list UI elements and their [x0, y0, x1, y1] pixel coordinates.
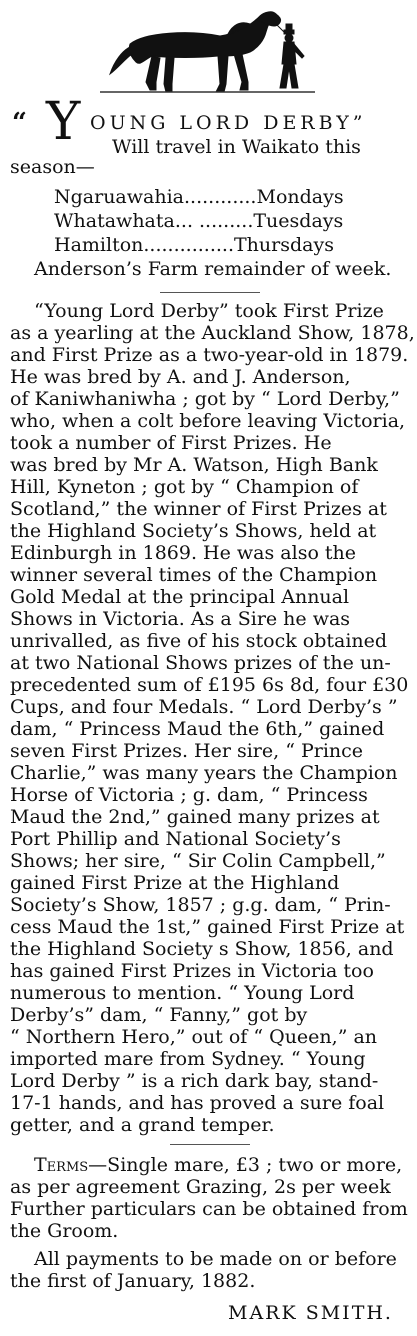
schedule-row: [54, 234, 334, 256]
body-line: the Highland Society’s Shows, held at: [10, 520, 377, 542]
body-line: Lord Derby ” is a rich dark bay, stand-: [10, 1070, 379, 1092]
body-line: has gained First Prizes in Victoria too: [10, 960, 374, 982]
body-line: Shows; her sire, “ Sir Colin Campbell,”: [10, 850, 386, 872]
schedule-place: Hamilton: [54, 234, 144, 256]
body-line: unrivalled, as five of his stock obtained: [10, 630, 388, 652]
body-line: was bred by Mr A. Watson, High Bank: [10, 454, 378, 476]
body-line: “ Northern Hero,” out of “ Queen,” an: [10, 1026, 378, 1048]
body-line: Charlie,” was many years the Champion: [10, 762, 398, 784]
body-line: the Highland Society s Show, 1856, and: [10, 938, 394, 960]
schedule-place: Ngaruawahia: [54, 186, 184, 208]
body-line: Maud the 2nd,” gained many prizes at: [10, 806, 380, 828]
body-line: Cups, and four Medals. “ Lord Derby’s ”: [10, 696, 398, 718]
terms-text: —Single mare, £3 ; two or more,: [88, 1154, 403, 1176]
body-line: of Kaniwhaniwha ; got by “ Lord Derby,”: [10, 388, 400, 410]
terms-label: Terms: [34, 1154, 89, 1176]
payments-line: the first of January, 1882.: [10, 1270, 256, 1292]
body-line: Derby’s” dam, “ Fanny,” got by: [10, 1004, 308, 1026]
schedule-dots: ...............: [143, 234, 234, 256]
title-text: OUNG LORD DERBY”: [90, 112, 367, 134]
body-line: who, when a colt before leaving Victoria,: [10, 410, 406, 432]
schedule-dots: ... .........: [174, 210, 254, 232]
schedule-day: Thursdays: [233, 234, 334, 256]
body-line: Hill, Kyneton ; got by “ Champion of: [10, 476, 359, 498]
divider-rule: [170, 1144, 250, 1145]
body-line: Edinburgh in 1869. He was also the: [10, 542, 357, 564]
body-line: at two National Shows prizes of the un-: [10, 652, 391, 674]
schedule-day: Mondays: [256, 186, 344, 208]
title-initial: Y: [46, 92, 81, 152]
body-line: imported mare from Sydney. “ Young: [10, 1048, 366, 1070]
body-line: as a yearling at the Auckland Show, 1878,: [10, 322, 415, 344]
signature: MARK SMITH.: [228, 1302, 393, 1324]
body-line: getter, and a grand temper.: [10, 1114, 275, 1136]
body-line: took a number of First Prizes. He: [10, 432, 332, 454]
body-line: and First Prize as a two-year-old in 1879.: [10, 344, 409, 366]
horse-and-groom-illustration: [100, 4, 315, 96]
body-line: Gold Medal at the principal Annual: [10, 586, 350, 608]
body-line: He was bred by A. and J. Anderson,: [10, 366, 351, 388]
body-line: seven First Prizes. Her sire, “ Prince: [10, 740, 364, 762]
body-line: Society’s Show, 1857 ; g.g. dam, “ Prin-: [10, 894, 391, 916]
schedule-row: [54, 210, 343, 232]
body-line: numerous to mention. “ Young Lord: [10, 982, 355, 1004]
body-line: winner several times of the Champion: [10, 564, 378, 586]
payments-line: All payments to be made on or before: [34, 1248, 397, 1270]
body-line: cess Maud the 1st,” gained First Prize at: [10, 916, 405, 938]
body-line: precedented sum of £195 6s 8d, four £30: [10, 674, 409, 696]
body-line: Scotland,” the winner of First Prizes at: [10, 498, 387, 520]
terms-line: [34, 1154, 402, 1176]
subtitle-continued: season—: [10, 156, 95, 178]
terms-line: the Groom.: [10, 1220, 119, 1242]
subtitle-line: Will travel in Waikato this: [112, 136, 361, 158]
open-quote: “: [12, 108, 27, 138]
schedule-row: [54, 186, 344, 208]
body-line: Port Phillip and National Society’s: [10, 828, 341, 850]
body-line: “Young Lord Derby” took First Prize: [34, 300, 384, 322]
body-line: Shows in Victoria. As a Sire he was: [10, 608, 351, 630]
body-line: dam, “ Princess Maud the 6th,” gained: [10, 718, 385, 740]
divider-rule: [160, 292, 260, 293]
body-line: 17-1 hands, and has proved a sure foal: [10, 1092, 385, 1114]
terms-line: as per agreement Grazing, 2s per week: [10, 1176, 391, 1198]
remainder-line: Anderson’s Farm remainder of week.: [34, 258, 392, 280]
terms-line: Further particulars can be obtained from: [10, 1198, 408, 1220]
body-line: Horse of Victoria ; g. dam, “ Princess: [10, 784, 368, 806]
body-line: gained First Prize at the Highland: [10, 872, 340, 894]
schedule-dots: ............: [184, 186, 257, 208]
schedule-place: Whatawhata: [54, 210, 175, 232]
schedule-day: Tuesdays: [253, 210, 344, 232]
